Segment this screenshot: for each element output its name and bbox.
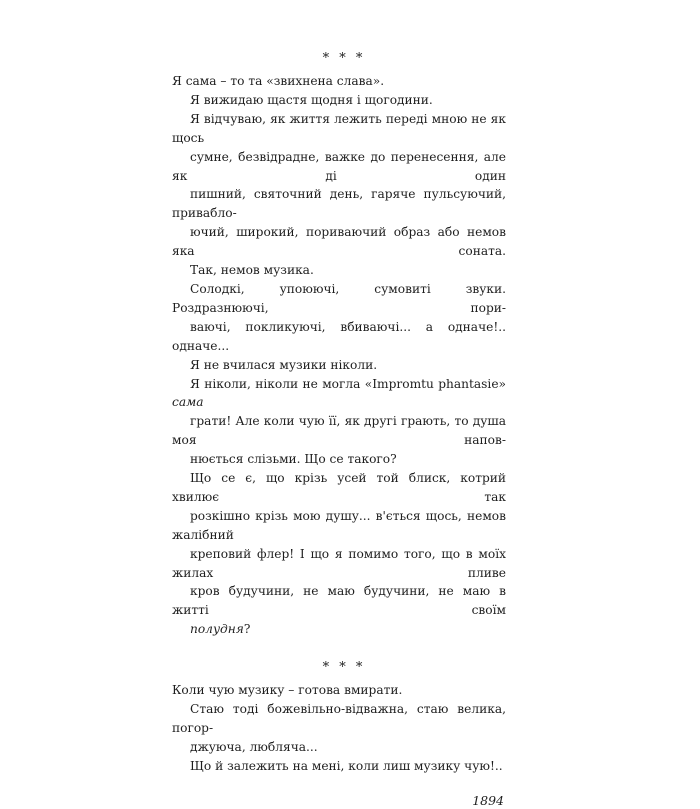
book-page	[172, 52, 506, 809]
paragraph: Я не вчилася музики ніколи.	[190, 357, 378, 372]
text-line: креповий флер! І що я помимо того, що в моїх жилах пливе	[172, 546, 506, 580]
paragraph	[172, 110, 506, 261]
emphasis-text: полудня	[190, 622, 244, 637]
text-line: нюється слізьми. Що се такого?	[190, 452, 397, 467]
text-line	[172, 620, 506, 639]
text-line: ваючі, покликуючі, вбиваючі... а одначе!.. одначе...	[172, 319, 506, 353]
text-run: ?	[243, 622, 251, 637]
date-signature: 1894	[472, 792, 504, 808]
text-line	[172, 375, 506, 413]
section-divider: * * *	[322, 660, 366, 676]
text-line: ючий, широкий, пориваючий образ або немов яка соната.	[172, 225, 506, 259]
paragraph: Я вижидаю щастя щодня і щогодини.	[190, 92, 433, 107]
paragraph: Коли чую музику – готова вмирати.	[172, 683, 403, 698]
text-line: сумне, безвідрадне, важке до перенесення, але як ді один	[172, 149, 506, 183]
text-line: Що се є, що крізь усей той блиск, котрий хвилює так	[172, 471, 506, 504]
paragraph: Що й залежить на мені, коли лиш музику чую!..	[190, 758, 503, 773]
text-run: Я ніколи, ніколи не могла «Impromtu phantasie»	[190, 376, 506, 391]
text-line: пишний, святочний день, гаряче пульсуючий, привабло-	[172, 187, 506, 221]
paragraph: Я сама – то та «звихнена слава».	[172, 74, 385, 88]
section-divider: * * *	[322, 51, 366, 66]
text-line: джуюча, любляча...	[190, 739, 318, 754]
text-line: Я відчуваю, як життя лежить переді мною не як щось	[172, 111, 506, 145]
text-line: Стаю тоді божевільно-відважна, стаю велика, погор-	[172, 702, 506, 735]
emphasis-text: сама	[172, 395, 204, 410]
text-line: грати! Але коли чую її, як другі грають, то душа моя напов-	[172, 414, 506, 448]
text-line: кров будучини, не маю будучини, не маю в житті своїм	[172, 584, 506, 618]
paragraph	[172, 375, 506, 470]
paragraph: Так, немов музика.	[190, 263, 314, 278]
text-line: розкішно крізь мою душу... в'ється щось, немов жалібний	[172, 508, 506, 542]
paragraph	[172, 280, 506, 356]
text-line: Солодкі, упоюючі, сумовиті звуки. Роздразнюючі, пори-	[172, 281, 506, 315]
paragraph	[172, 469, 506, 639]
paragraph	[172, 700, 506, 757]
